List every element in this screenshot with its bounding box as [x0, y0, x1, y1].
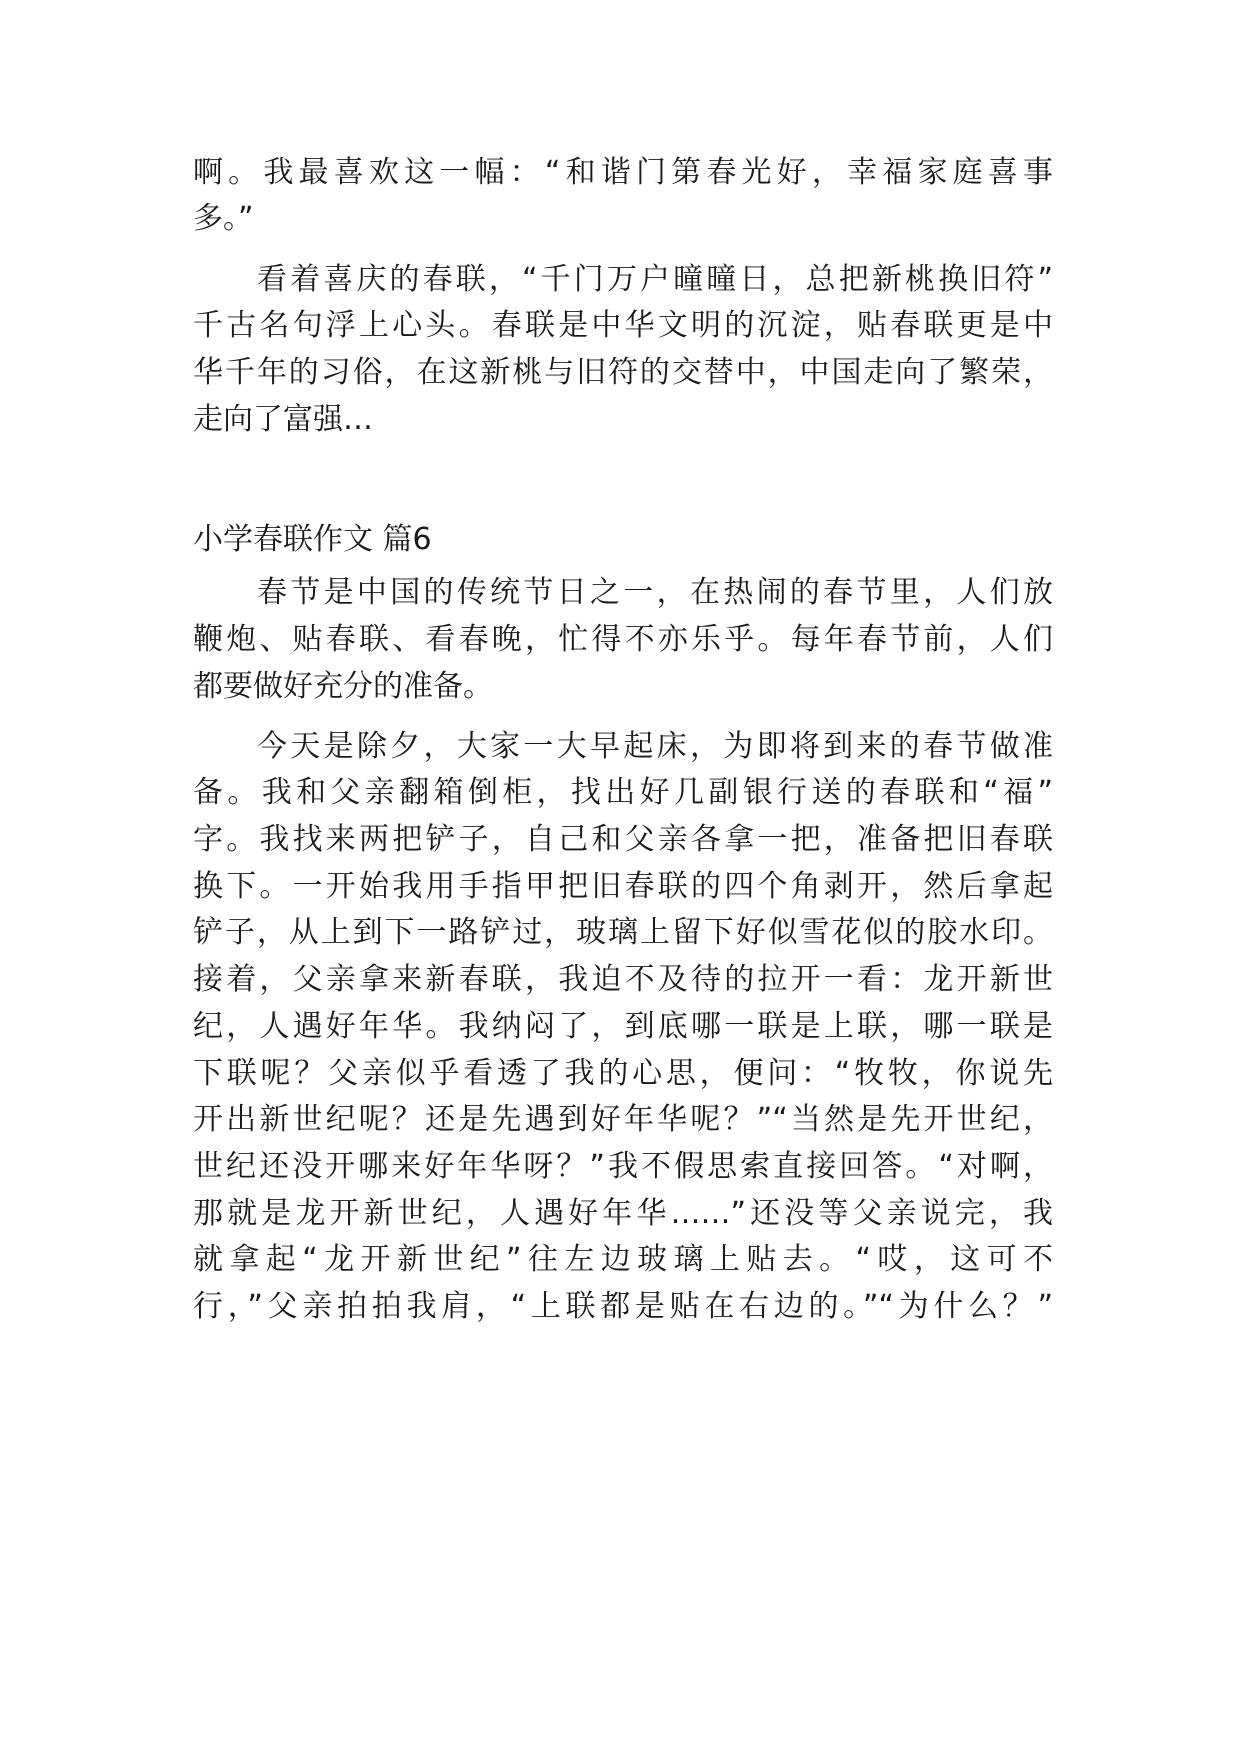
paragraph-4-line-13: 行，”父亲拍拍我肩，“上联都是贴在右边的。”“为什么？”: [193, 1289, 1053, 1324]
paragraph-3-line-2: 鞭炮、贴春联、看春晚，忙得不亦乐乎。每年春节前，人们: [193, 622, 1053, 657]
paragraph-4-line-4: 换下。一开始我用手指甲把旧春联的四个角剥开，然后拿起: [193, 869, 1053, 904]
paragraph-4-line-12: 就拿起“龙开新世纪”往左边玻璃上贴去。“哎，这可不: [193, 1242, 1053, 1277]
paragraph-4-line-8: 下联呢？父亲似乎看透了我的心思，便问：“牧牧，你说先: [193, 1056, 1053, 1091]
paragraph-4-line-9: 开出新世纪呢？还是先遇到好年华呢？”“当然是先开世纪，: [193, 1102, 1053, 1137]
paragraph-1-line-2: 多。”: [193, 201, 254, 236]
paragraph-4-line-10: 世纪还没开哪来好年华呀？”我不假思索直接回答。“对啊，: [193, 1149, 1053, 1184]
section-title: 小学春联作文 篇6: [193, 522, 432, 557]
paragraph-2-line-2: 千古名句浮上心头。春联是中华文明的沉淀，贴春联更是中: [193, 308, 1053, 343]
paragraph-4-line-7: 纪，人遇好年华。我纳闷了，到底哪一联是上联，哪一联是: [193, 1009, 1053, 1044]
paragraph-2-line-3: 华千年的习俗，在这新桃与旧符的交替中，中国走向了繁荣，: [193, 355, 1053, 390]
paragraph-4-line-1: 今天是除夕，大家一大早起床，为即将到来的春节做准: [257, 729, 1053, 764]
paragraph-3-line-3: 都要做好充分的准备。: [193, 669, 493, 704]
paragraph-4-line-2: 备。我和父亲翻箱倒柜，找出好几副银行送的春联和“福”: [193, 775, 1053, 810]
paragraph-4-line-3: 字。我找来两把铲子，自己和父亲各拿一把，准备把旧春联: [193, 822, 1053, 857]
paragraph-4-line-5: 铲子，从上到下一路铲过，玻璃上留下好似雪花似的胶水印。: [193, 915, 1053, 950]
paragraph-4-line-11: 那就是龙开新世纪，人遇好年华……”还没等父亲说完，我: [193, 1196, 1053, 1231]
paragraph-2-line-1: 看着喜庆的春联，“千门万户曈曈日，总把新桃换旧符”: [257, 262, 1053, 297]
paragraph-2-line-4: 走向了富强…: [193, 402, 373, 437]
paragraph-3-line-1: 春节是中国的传统节日之一，在热闹的春节里，人们放: [257, 575, 1053, 610]
paragraph-1-line-1: 啊。我最喜欢这一幅：“和谐门第春光好，幸福家庭喜事: [193, 155, 1053, 190]
paragraph-4-line-6: 接着，父亲拿来新春联，我迫不及待的拉开一看：龙开新世: [193, 962, 1053, 997]
